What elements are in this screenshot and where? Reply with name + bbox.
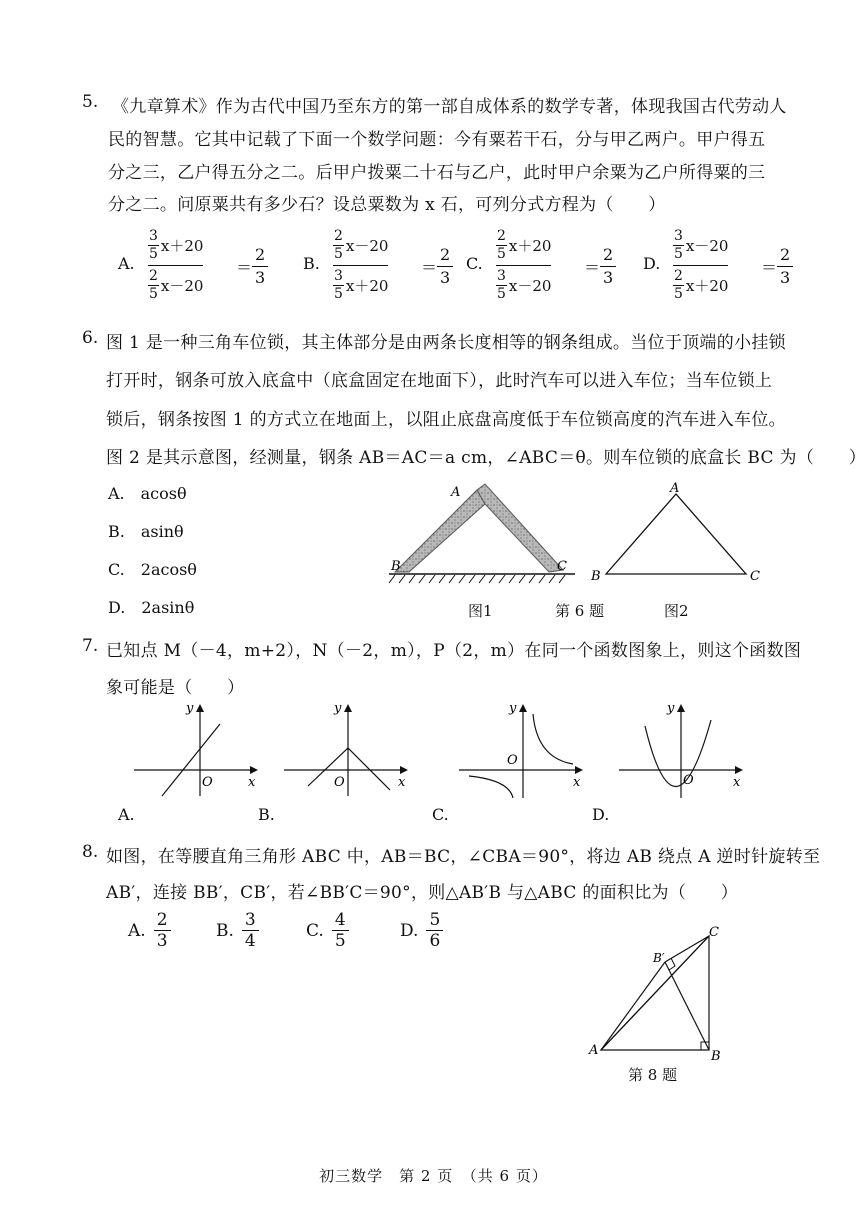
- q5-number: 5.: [82, 92, 99, 112]
- q8-figure: [585, 922, 735, 1062]
- q8-option-den: 3: [156, 931, 168, 951]
- graph-d-x: x: [733, 775, 741, 790]
- q5-rhs-num: 2: [252, 244, 268, 267]
- q5-bot-coef-den: 5: [497, 286, 506, 302]
- fig8-label-b: B: [711, 1049, 721, 1062]
- q5-compound-fraction: [496, 228, 551, 303]
- q5-bot-coef: [333, 268, 344, 303]
- q5-top-rest: x－20: [685, 237, 729, 255]
- q5-bot-rest: x－20: [160, 277, 204, 295]
- q7-graph-d[interactable]: [615, 700, 755, 800]
- q5-bot-coef-num: 3: [334, 268, 343, 284]
- q5-rhs-num: 2: [437, 244, 453, 267]
- q5-top-rest: x＋20: [160, 237, 204, 255]
- q5-top-coef-den: 5: [334, 246, 343, 262]
- q5-equals: ＝: [761, 258, 778, 277]
- q5-bot-rest: x＋20: [345, 277, 389, 295]
- fig1-label-c: C: [557, 559, 567, 574]
- q8-option-label: A.: [128, 920, 146, 941]
- q5-top-rest: x－20: [345, 237, 389, 255]
- q8-option-den: 5: [334, 931, 346, 951]
- q8-line-2: AB′，连接 BB′，CB′，若∠BB′C＝90°，则△AB′B 与△ABC 的面积比为（ ）: [106, 883, 739, 903]
- q6-number: 6.: [82, 328, 99, 348]
- q5-line-3: 分之三，乙户得五分之二。后甲户拨粟二十石与乙户，此时甲户余粟为乙户所得粟的三: [108, 163, 766, 183]
- q5-fraction-bar: [148, 265, 203, 266]
- q8-option-den: 4: [244, 931, 256, 951]
- q7-number: 7.: [82, 636, 99, 656]
- graph-c-origin: O: [507, 753, 518, 768]
- q8-option-fraction: [332, 910, 349, 951]
- graph-c-y: y: [509, 701, 517, 716]
- q5-rhs: [584, 244, 616, 289]
- page-footer: 初三数学 第 2 页 （共 6 页）: [319, 1167, 548, 1185]
- q8-fig-caption: 第 8 题: [628, 1066, 678, 1084]
- graph-b-x: x: [398, 775, 406, 790]
- q8-number: 8.: [82, 842, 99, 862]
- q5-option-a[interactable]: [118, 228, 268, 303]
- q5-fraction-bar: [333, 265, 388, 266]
- q7-option-a[interactable]: A.: [118, 805, 135, 824]
- q5-option-b[interactable]: [303, 228, 453, 303]
- fig8-label-c: C: [709, 925, 719, 940]
- graph-a-x: x: [248, 775, 256, 790]
- q5-fraction-bar: [673, 265, 728, 266]
- q5-denominator: [148, 268, 203, 303]
- q5-equals: ＝: [421, 258, 438, 277]
- graph-c-x: x: [573, 775, 581, 790]
- q5-bot-coef-num: 3: [497, 268, 506, 284]
- q5-line-4: 分之二。问原粟共有多少石？设总粟数为 x 石，可列分式方程为（ ）: [108, 195, 666, 215]
- graph-d-y: y: [667, 701, 675, 716]
- q6-line-1: 图 1 是一种三角车位锁，其主体部分是由两条长度相等的钢条组成。当位于顶端的小挂锁: [106, 333, 786, 353]
- q5-denominator: [333, 268, 388, 303]
- q6-fig2-caption: 图2: [664, 602, 689, 620]
- q5-numerator: [333, 228, 388, 263]
- graph-a-origin: O: [202, 775, 213, 790]
- fig2-label-b: B: [591, 569, 601, 584]
- q6-option-a[interactable]: A. acosθ: [108, 484, 187, 503]
- q8-option-label: C.: [306, 920, 324, 941]
- q8-option-fraction: [426, 910, 443, 951]
- q6-line-4: 图 2 是其示意图，经测量，钢条 AB＝AC＝a cm，∠ABC＝θ。则车位锁的底盒长 BC 为（ ）: [106, 448, 867, 468]
- q5-numerator: [496, 228, 551, 263]
- q5-top-coef: [496, 228, 507, 263]
- q5-option-label: D.: [643, 254, 661, 273]
- q8-option-num: 3: [242, 910, 259, 931]
- fig8-label-bprime: B′: [653, 951, 665, 965]
- q5-bot-coef-den: 5: [334, 286, 343, 302]
- q7-option-c[interactable]: C.: [432, 805, 449, 824]
- q6-line-2: 打开时，钢条可放入底盒中（底盒固定在地面下），此时汽车可以进入车位；当车位锁上: [106, 371, 773, 391]
- q5-rhs-fraction: [252, 244, 268, 289]
- q5-top-coef-num: 3: [674, 228, 683, 244]
- q8-option-num: 4: [332, 910, 349, 931]
- q5-line-1: 《九章算术》作为古代中国乃至东方的第一部自成体系的数学专著，体现我国古代劳动人: [112, 97, 787, 117]
- q5-bot-coef-num: 2: [149, 268, 158, 284]
- graph-b-origin: O: [334, 775, 345, 790]
- q5-top-coef-num: 2: [334, 228, 343, 244]
- q5-top-coef: [673, 228, 684, 263]
- q5-bot-coef-den: 5: [674, 286, 683, 302]
- q8-option-a[interactable]: [128, 910, 171, 951]
- graph-b-y: y: [334, 701, 342, 716]
- q5-bot-coef-den: 5: [149, 286, 158, 302]
- q5-bot-coef: [673, 268, 684, 303]
- q6-option-c[interactable]: C. 2acosθ: [108, 560, 197, 579]
- q6-fig-caption: 第 6 题: [555, 602, 605, 620]
- q5-rhs: [761, 244, 793, 289]
- q8-option-d[interactable]: [400, 910, 443, 951]
- q5-rhs-fraction: [600, 244, 616, 289]
- q5-rhs-num: 2: [600, 244, 616, 267]
- q5-equals: ＝: [584, 258, 601, 277]
- q5-option-label: C.: [466, 254, 483, 273]
- q5-compound-fraction: [148, 228, 203, 303]
- q5-rhs-fraction: [777, 244, 793, 289]
- q6-option-b[interactable]: B. asinθ: [108, 522, 184, 541]
- q5-option-label: A.: [118, 254, 135, 273]
- q5-rhs-den: 3: [255, 268, 266, 287]
- q5-rhs-den: 3: [780, 268, 791, 287]
- q5-equals: ＝: [236, 258, 253, 277]
- fig1-label-a: A: [451, 485, 461, 500]
- fig1-label-b: B: [391, 559, 401, 574]
- q5-compound-fraction: [333, 228, 388, 303]
- q8-option-label: B.: [216, 920, 234, 941]
- q5-top-coef: [148, 228, 159, 263]
- q6-figure-2: [588, 480, 768, 585]
- q5-top-coef-den: 5: [674, 246, 683, 262]
- fig2-label-c: C: [750, 569, 760, 584]
- q8-option-fraction: [154, 910, 171, 951]
- q6-option-d[interactable]: D. 2asinθ: [108, 598, 195, 617]
- q5-rhs-fraction: [437, 244, 453, 289]
- q5-top-coef-num: 2: [497, 228, 506, 244]
- q5-denominator: [496, 268, 551, 303]
- q5-option-label: B.: [303, 254, 320, 273]
- q5-bot-rest: x＋20: [685, 277, 729, 295]
- fig8-label-a: A: [589, 1043, 599, 1058]
- graph-d-origin: O: [683, 773, 694, 788]
- q6-fig1-caption: 图1: [468, 602, 493, 620]
- q5-option-d[interactable]: [643, 228, 793, 303]
- q5-top-coef-num: 3: [149, 228, 158, 244]
- q5-rhs: [421, 244, 453, 289]
- q5-rhs-den: 3: [603, 268, 614, 287]
- q5-top-rest: x＋20: [508, 237, 552, 255]
- fig2-label-a: A: [670, 481, 680, 496]
- graph-a-y: y: [186, 701, 194, 716]
- q8-option-den: 6: [429, 931, 441, 951]
- q5-compound-fraction: [673, 228, 728, 303]
- q8-option-c[interactable]: [306, 910, 349, 951]
- q5-top-coef: [333, 228, 344, 263]
- q8-option-num: 5: [426, 910, 443, 931]
- q5-rhs: [236, 244, 268, 289]
- q8-option-label: D.: [400, 920, 419, 941]
- q5-fraction-bar: [496, 265, 551, 266]
- q8-line-1: 如图，在等腰直角三角形 ABC 中，AB＝BC，∠CBA＝90°，将边 AB 绕点 A 逆时针旋转至: [106, 847, 821, 867]
- q5-bot-coef: [148, 268, 159, 303]
- q5-line-2: 民的智慧。它其中记载了下面一个数学问题：今有粟若干石，分与甲乙两户。甲户得五: [108, 130, 766, 150]
- q8-option-num: 2: [154, 910, 171, 931]
- q5-top-coef-den: 5: [149, 246, 158, 262]
- q5-numerator: [673, 228, 728, 263]
- q8-option-fraction: [242, 910, 259, 951]
- q7-option-b[interactable]: B.: [258, 805, 275, 824]
- q5-bot-coef-num: 2: [674, 268, 683, 284]
- q6-line-3: 锁后，钢条按图 1 的方式立在地面上，以阻止底盘高度低于车位锁高度的汽车进入车位。: [106, 410, 786, 430]
- q7-line-1: 已知点 M（－4，m+2），N（－2，m），P（2，m）在同一个函数图象上，则这个函数图: [106, 641, 802, 661]
- q7-graph-c[interactable]: [455, 700, 595, 800]
- q5-bot-coef: [496, 268, 507, 303]
- q8-option-b[interactable]: [216, 910, 259, 951]
- q5-rhs-den: 3: [440, 268, 451, 287]
- q5-option-c[interactable]: [466, 228, 616, 303]
- q5-rhs-num: 2: [777, 244, 793, 267]
- q5-numerator: [148, 228, 203, 263]
- q7-line-2: 象可能是（ ）: [106, 678, 245, 698]
- q5-denominator: [673, 268, 728, 303]
- q7-graph-b[interactable]: [280, 700, 420, 800]
- q6-figure-1: [385, 480, 585, 595]
- q7-option-d[interactable]: D.: [592, 805, 610, 824]
- q7-graph-a[interactable]: [130, 700, 270, 800]
- q5-bot-rest: x－20: [508, 277, 552, 295]
- q5-top-coef-den: 5: [497, 246, 506, 262]
